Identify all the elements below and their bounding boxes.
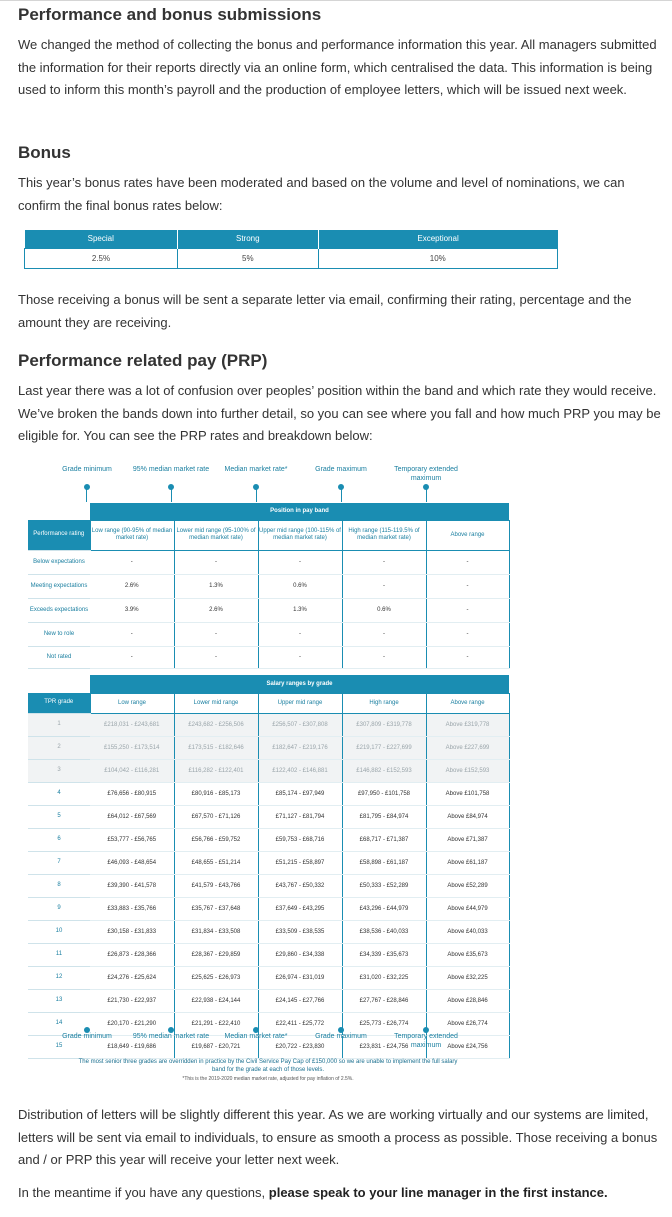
salary-cell: £97,950 - £101,758 — [342, 782, 426, 805]
salary-cell: £146,882 - £152,593 — [342, 759, 426, 782]
section-title-performance: Performance and bonus submissions — [18, 5, 322, 24]
salary-cell: £50,333 - £52,289 — [342, 874, 426, 897]
salary-cell: £30,158 - £31,833 — [90, 920, 174, 943]
pay-cap-footnote: The most senior three grades are overridden in practice by the Civil Service Pay Cap of £150,000 so we are unable to implement the full salary band for the grade at each of those levels. — [78, 1059, 458, 1073]
salary-cell: £56,766 - £59,752 — [174, 828, 258, 851]
bonus-letter-paragraph: Those receiving a bonus will be sent a separate letter via email, confirming their rating, percentage and the amount they are receiving. — [18, 292, 632, 330]
salary-col-lower-mid: Lower mid range — [174, 693, 258, 713]
prp-cell: 1.3% — [174, 574, 258, 598]
prp-row-label: Meeting expectations — [28, 574, 90, 598]
salary-cell: £25,773 - £26,774 — [342, 1012, 426, 1035]
marker-95-median-bottom: 95% median market rate — [132, 1033, 210, 1040]
salary-cell: £33,883 - £35,766 — [90, 897, 174, 920]
salary-cell: £122,402 - £146,881 — [258, 759, 342, 782]
prp-cell: 3.9% — [90, 598, 174, 622]
prp-cell: 2.6% — [174, 598, 258, 622]
salary-row-grade: 12 — [28, 966, 90, 989]
prp-cell: - — [426, 622, 509, 646]
salary-cell: £43,767 - £50,332 — [258, 874, 342, 897]
bonus-header-strong: Strong — [178, 230, 319, 248]
performance-rating-label: Performance rating — [28, 520, 90, 550]
salary-row-grade: 1 — [28, 713, 90, 736]
salary-cell: £67,570 - £71,126 — [174, 805, 258, 828]
meantime-paragraph — [18, 1182, 663, 1205]
salary-cell: Above £61,187 — [426, 851, 509, 874]
salary-cell: £53,777 - £56,765 — [90, 828, 174, 851]
bonus-header-exceptional: Exceptional — [318, 230, 557, 248]
marker-line — [341, 488, 342, 502]
salary-row — [28, 874, 509, 897]
salary-cell: £219,177 - £227,699 — [342, 736, 426, 759]
salary-cell: £43,296 - £44,979 — [342, 897, 426, 920]
salary-cell: £27,767 - £28,846 — [342, 989, 426, 1012]
salary-cell: £256,507 - £307,808 — [258, 713, 342, 736]
salary-cell: £51,215 - £58,897 — [258, 851, 342, 874]
salary-cell: Above £152,593 — [426, 759, 509, 782]
salary-cell: £21,291 - £22,410 — [174, 1012, 258, 1035]
salary-row — [28, 989, 509, 1012]
prp-cell: - — [174, 550, 258, 574]
prp-cell: - — [258, 550, 342, 574]
salary-row — [28, 828, 509, 851]
salary-cell: £243,682 - £256,506 — [174, 713, 258, 736]
salary-row — [28, 805, 509, 828]
salary-row-grade: 14 — [28, 1012, 90, 1035]
salary-cell: £58,898 - £61,187 — [342, 851, 426, 874]
salary-cell: Above £227,699 — [426, 736, 509, 759]
prp-cell: - — [90, 646, 174, 668]
salary-cell: Above £71,387 — [426, 828, 509, 851]
salary-cell: £31,020 - £32,225 — [342, 966, 426, 989]
salary-row-grade: 15 — [28, 1035, 90, 1058]
prp-row — [28, 598, 509, 622]
salary-row-grade: 11 — [28, 943, 90, 966]
meantime-text: In the meantime if you have any questions, — [18, 1185, 269, 1200]
salary-cell: £81,795 - £84,974 — [342, 805, 426, 828]
marker-95-median-top: 95% median market rate — [132, 466, 210, 473]
salary-row-grade: 7 — [28, 851, 90, 874]
salary-row-grade: 2 — [28, 736, 90, 759]
salary-cell: £21,730 - £22,937 — [90, 989, 174, 1012]
salary-cell: £26,974 - £31,019 — [258, 966, 342, 989]
top-divider — [0, 0, 672, 1]
salary-cell: £33,509 - £38,535 — [258, 920, 342, 943]
salary-cell: £19,687 - £20,721 — [174, 1035, 258, 1058]
salary-cell: £24,145 - £27,766 — [258, 989, 342, 1012]
salary-row — [28, 759, 509, 782]
prp-row — [28, 574, 509, 598]
prp-cell: 2.6% — [90, 574, 174, 598]
prp-col-high: High range (115-119.5% of median market rate) — [342, 520, 426, 550]
salary-ranges-table — [28, 675, 510, 1059]
salary-cell: Above £28,846 — [426, 989, 509, 1012]
salary-col-upper-mid: Upper mid range — [258, 693, 342, 713]
salary-cell: £76,656 - £80,915 — [90, 782, 174, 805]
prp-row-label: Not rated — [28, 646, 90, 668]
section-title-prp: Performance related pay (PRP) — [18, 351, 268, 370]
salary-row — [28, 897, 509, 920]
bonus-header-special: Special — [25, 230, 178, 248]
prp-cell: 0.6% — [258, 574, 342, 598]
salary-col-high: High range — [342, 693, 426, 713]
performance-paragraph: We changed the method of collecting the bonus and performance information this year. All managers submitted the information for their reports directly via an online form, which centralised the data. This information is being used to inform this month’s payroll and the production of employee letters, which will be issued next week. — [18, 37, 657, 97]
salary-cell: £68,717 - £71,387 — [342, 828, 426, 851]
salary-cell: £71,127 - £81,794 — [258, 805, 342, 828]
prp-row-label: Below expectations — [28, 550, 90, 574]
salary-col-low: Low range — [90, 693, 174, 713]
prp-cell: - — [174, 622, 258, 646]
salary-cell: £218,031 - £243,681 — [90, 713, 174, 736]
salary-cell: £85,174 - £97,949 — [258, 782, 342, 805]
salary-cell: £155,250 - £173,514 — [90, 736, 174, 759]
salary-cell: £20,170 - £21,290 — [90, 1012, 174, 1035]
salary-cell: £34,339 - £35,673 — [342, 943, 426, 966]
marker-temp-max-bottom: Temporary extended maximum — [394, 1033, 458, 1049]
prp-cell: - — [342, 622, 426, 646]
prp-rates-table — [28, 503, 510, 669]
salary-row-grade: 10 — [28, 920, 90, 943]
tpr-grade-label: TPR grade — [28, 693, 90, 713]
salary-cell: £37,649 - £43,295 — [258, 897, 342, 920]
section-title-bonus: Bonus — [18, 143, 71, 162]
prp-row — [28, 646, 509, 668]
prp-cell: - — [342, 574, 426, 598]
salary-ranges-header: Salary ranges by grade — [90, 675, 509, 693]
prp-col-low: Low range (90-95% of median market rate) — [90, 520, 174, 550]
median-footnote: *This is the 2019-2020 median market rate, adjusted for pay inflation of 2.5%. — [182, 1076, 354, 1082]
salary-cell: Above £101,758 — [426, 782, 509, 805]
salary-cell: £173,515 - £182,646 — [174, 736, 258, 759]
salary-cell: £116,282 - £122,401 — [174, 759, 258, 782]
salary-row — [28, 943, 509, 966]
marker-line — [426, 488, 427, 502]
prp-infographic — [18, 458, 538, 1083]
prp-row — [28, 622, 509, 646]
salary-cell: £80,916 - £85,173 — [174, 782, 258, 805]
marker-line — [256, 488, 257, 502]
bonus-value-exceptional: 10% — [318, 248, 557, 268]
salary-cell: £39,390 - £41,578 — [90, 874, 174, 897]
salary-cell: £31,834 - £33,508 — [174, 920, 258, 943]
salary-cell: £29,860 - £34,338 — [258, 943, 342, 966]
salary-row — [28, 851, 509, 874]
salary-row-grade: 9 — [28, 897, 90, 920]
salary-cell: £18,649 - £19,686 — [90, 1035, 174, 1058]
salary-row — [28, 736, 509, 759]
salary-cell: £38,536 - £40,033 — [342, 920, 426, 943]
salary-row-grade: 8 — [28, 874, 90, 897]
salary-cell: Above £26,774 — [426, 1012, 509, 1035]
salary-row-grade: 4 — [28, 782, 90, 805]
salary-cell: £64,012 - £67,569 — [90, 805, 174, 828]
salary-row-grade: 3 — [28, 759, 90, 782]
prp-cell: - — [174, 646, 258, 668]
bonus-value-special: 2.5% — [25, 248, 178, 268]
position-in-band-header: Position in pay band — [90, 503, 509, 520]
marker-grade-maximum-bottom: Grade maximum — [315, 1033, 367, 1040]
marker-line — [171, 488, 172, 502]
marker-temp-max-top: Temporary extended maximum — [394, 466, 458, 482]
marker-grade-maximum-top: Grade maximum — [315, 466, 367, 473]
prp-cell: - — [258, 622, 342, 646]
prp-cell: - — [426, 574, 509, 598]
prp-cell: - — [342, 550, 426, 574]
salary-cell: £307,809 - £319,778 — [342, 713, 426, 736]
salary-cell: Above £35,673 — [426, 943, 509, 966]
prp-cell: - — [426, 646, 509, 668]
prp-col-upper-mid: Upper mid range (100-115% of median market rate) — [258, 520, 342, 550]
bonus-paragraph: This year’s bonus rates have been moderated and based on the volume and level of nominations, we can confirm the final bonus rates below: — [18, 175, 625, 213]
prp-cell: 0.6% — [342, 598, 426, 622]
prp-cell: - — [426, 598, 509, 622]
prp-row — [28, 550, 509, 574]
meantime-bold: please speak to your line manager in the first instance. — [268, 1185, 608, 1200]
salary-row — [28, 782, 509, 805]
salary-cell: £46,093 - £48,654 — [90, 851, 174, 874]
salary-cell: £41,579 - £43,766 — [174, 874, 258, 897]
salary-row — [28, 920, 509, 943]
prp-row-label: Exceeds expectations — [28, 598, 90, 622]
salary-cell: £182,647 - £219,176 — [258, 736, 342, 759]
marker-median-bottom: Median market rate* — [224, 1033, 288, 1040]
prp-col-above: Above range — [426, 520, 509, 550]
prp-cell: 1.3% — [258, 598, 342, 622]
bonus-value-strong: 5% — [178, 248, 319, 268]
salary-cell: £28,367 - £29,859 — [174, 943, 258, 966]
salary-cell: £23,831 - £24,756 — [342, 1035, 426, 1058]
prp-row-label: New to role — [28, 622, 90, 646]
distribution-paragraph: Distribution of letters will be slightly different this year. As we are working virtually and our systems are limited, letters will be sent via email to individuals, to ensure as smooth a process as possible. Those receiving a bonus and / or PRP this year will receive your letter next week. — [18, 1107, 658, 1167]
salary-cell: £22,938 - £24,144 — [174, 989, 258, 1012]
salary-cell: £26,873 - £28,366 — [90, 943, 174, 966]
prp-paragraph: Last year there was a lot of confusion over peoples’ position within the band and which rate they would receive. We’ve broken the bands down into further detail, so you can see where you fall and how much PRP you may be eligible for. You can see the PRP rates and breakdown below: — [18, 383, 661, 443]
salary-row-grade: 5 — [28, 805, 90, 828]
salary-row-grade: 13 — [28, 989, 90, 1012]
salary-row — [28, 966, 509, 989]
salary-cell: £35,767 - £37,648 — [174, 897, 258, 920]
salary-cell: Above £319,778 — [426, 713, 509, 736]
salary-cell: £22,411 - £25,772 — [258, 1012, 342, 1035]
salary-cell: Above £32,225 — [426, 966, 509, 989]
salary-cell: Above £44,979 — [426, 897, 509, 920]
bonus-rates-table — [24, 230, 558, 269]
prp-col-lower-mid: Lower mid range (95-100% of median market rate) — [174, 520, 258, 550]
salary-cell: £20,722 - £23,830 — [258, 1035, 342, 1058]
salary-row — [28, 713, 509, 736]
marker-grade-minimum-bottom: Grade minimum — [62, 1033, 112, 1040]
prp-cell: - — [90, 550, 174, 574]
prp-cell: - — [342, 646, 426, 668]
salary-cell: Above £40,033 — [426, 920, 509, 943]
salary-row-grade: 6 — [28, 828, 90, 851]
salary-cell: £59,753 - £68,716 — [258, 828, 342, 851]
marker-grade-minimum-top: Grade minimum — [62, 466, 112, 473]
marker-median-top: Median market rate* — [224, 466, 288, 473]
marker-line — [86, 488, 87, 502]
salary-cell: £48,655 - £51,214 — [174, 851, 258, 874]
salary-cell: £104,042 - £116,281 — [90, 759, 174, 782]
prp-cell: - — [90, 622, 174, 646]
salary-cell: Above £24,756 — [426, 1035, 509, 1058]
salary-cell: £24,276 - £25,624 — [90, 966, 174, 989]
marker-dot — [84, 484, 90, 490]
salary-cell: £25,625 - £26,973 — [174, 966, 258, 989]
prp-cell: - — [426, 550, 509, 574]
prp-cell: - — [258, 646, 342, 668]
salary-cell: Above £52,289 — [426, 874, 509, 897]
salary-cell: Above £84,974 — [426, 805, 509, 828]
salary-col-above: Above range — [426, 693, 509, 713]
